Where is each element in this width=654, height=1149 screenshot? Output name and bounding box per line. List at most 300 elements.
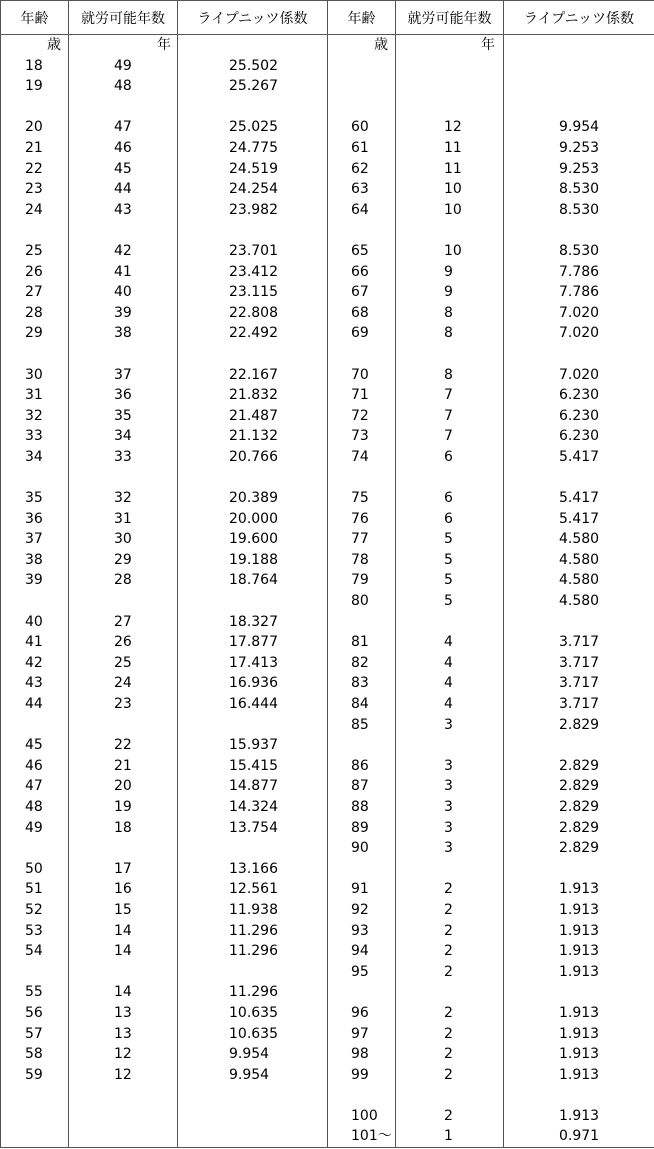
unit-years: 年 [69, 35, 178, 56]
unit-empty-2 [504, 35, 654, 56]
cell-working-years: 40 [69, 282, 178, 303]
cell-age: 47 [1, 776, 69, 797]
cell-age: 27 [1, 282, 69, 303]
header-row [1, 1, 654, 35]
cell-working-years [69, 1085, 178, 1106]
table-row [1, 797, 654, 818]
cell-age [1, 591, 69, 612]
cell-age [1, 220, 69, 241]
cell-leibniz-coefficient: 16.936 [178, 673, 328, 694]
cell-leibniz-coefficient-2: 9.954 [504, 117, 654, 138]
cell-leibniz-coefficient: 11.296 [178, 982, 328, 1003]
cell-working-years-2: 5 [396, 570, 504, 591]
cell-age-2: 88 [328, 797, 396, 818]
cell-age-2: 71 [328, 385, 396, 406]
cell-working-years-2: 5 [396, 550, 504, 571]
cell-leibniz-coefficient: 12.561 [178, 879, 328, 900]
cell-age-2: 98 [328, 1044, 396, 1065]
cell-leibniz-coefficient-2: 7.020 [504, 323, 654, 344]
header-age: 年齢 [1, 1, 69, 35]
cell-age [1, 838, 69, 859]
cell-age: 19 [1, 76, 69, 97]
cell-age-2: 60 [328, 117, 396, 138]
cell-working-years-2: 2 [396, 1003, 504, 1024]
cell-age-2: 78 [328, 550, 396, 571]
cell-leibniz-coefficient-2: 3.717 [504, 653, 654, 674]
cell-working-years-2: 2 [396, 941, 504, 962]
cell-age [1, 97, 69, 118]
unit-row [1, 35, 654, 56]
cell-leibniz-coefficient: 23.115 [178, 282, 328, 303]
table-row [1, 56, 654, 77]
cell-working-years-2: 2 [396, 1106, 504, 1127]
cell-leibniz-coefficient: 19.188 [178, 550, 328, 571]
table-row [1, 97, 654, 118]
cell-age-2: 96 [328, 1003, 396, 1024]
cell-working-years-2 [396, 735, 504, 756]
cell-working-years: 33 [69, 447, 178, 468]
cell-leibniz-coefficient: 23.982 [178, 200, 328, 221]
cell-working-years: 45 [69, 159, 178, 180]
cell-leibniz-coefficient-2: 1.913 [504, 962, 654, 983]
cell-leibniz-coefficient-2: 8.530 [504, 241, 654, 262]
cell-age-2: 92 [328, 900, 396, 921]
cell-age [1, 715, 69, 736]
cell-leibniz-coefficient-2 [504, 467, 654, 488]
cell-leibniz-coefficient-2: 4.580 [504, 550, 654, 571]
cell-age: 39 [1, 570, 69, 591]
cell-leibniz-coefficient-2 [504, 220, 654, 241]
cell-working-years: 24 [69, 673, 178, 694]
cell-working-years-2: 6 [396, 447, 504, 468]
cell-leibniz-coefficient: 10.635 [178, 1003, 328, 1024]
cell-age: 34 [1, 447, 69, 468]
cell-leibniz-coefficient: 21.832 [178, 385, 328, 406]
cell-age: 44 [1, 694, 69, 715]
cell-working-years-2: 8 [396, 303, 504, 324]
cell-age-2 [328, 56, 396, 77]
cell-leibniz-coefficient-2 [504, 344, 654, 365]
cell-working-years: 23 [69, 694, 178, 715]
table-row [1, 838, 654, 859]
table-row [1, 529, 654, 550]
cell-leibniz-coefficient-2: 6.230 [504, 406, 654, 427]
cell-working-years-2: 4 [396, 632, 504, 653]
cell-age-2 [328, 97, 396, 118]
cell-working-years: 17 [69, 859, 178, 880]
cell-age-2: 94 [328, 941, 396, 962]
cell-leibniz-coefficient-2: 9.253 [504, 159, 654, 180]
cell-working-years: 44 [69, 179, 178, 200]
unit-years-2: 年 [396, 35, 504, 56]
cell-age-2: 99 [328, 1065, 396, 1086]
cell-age: 55 [1, 982, 69, 1003]
cell-leibniz-coefficient: 14.877 [178, 776, 328, 797]
cell-leibniz-coefficient-2 [504, 76, 654, 97]
cell-working-years-2 [396, 344, 504, 365]
cell-working-years: 14 [69, 982, 178, 1003]
cell-age: 43 [1, 673, 69, 694]
cell-working-years-2: 3 [396, 838, 504, 859]
cell-age-2 [328, 467, 396, 488]
cell-age: 48 [1, 797, 69, 818]
cell-working-years: 39 [69, 303, 178, 324]
cell-working-years-2: 2 [396, 921, 504, 942]
cell-leibniz-coefficient-2: 4.580 [504, 591, 654, 612]
cell-working-years: 13 [69, 1024, 178, 1045]
table-row [1, 1085, 654, 1106]
cell-age: 45 [1, 735, 69, 756]
cell-working-years-2: 2 [396, 1024, 504, 1045]
cell-working-years [69, 97, 178, 118]
cell-leibniz-coefficient: 11.296 [178, 921, 328, 942]
cell-age: 26 [1, 262, 69, 283]
cell-age: 18 [1, 56, 69, 77]
cell-leibniz-coefficient-2: 7.786 [504, 282, 654, 303]
cell-working-years: 14 [69, 921, 178, 942]
cell-working-years: 26 [69, 632, 178, 653]
cell-age-2 [328, 612, 396, 633]
cell-working-years-2: 11 [396, 138, 504, 159]
table-row [1, 159, 654, 180]
cell-working-years: 42 [69, 241, 178, 262]
cell-working-years: 41 [69, 262, 178, 283]
cell-leibniz-coefficient [178, 1106, 328, 1127]
cell-leibniz-coefficient-2 [504, 735, 654, 756]
cell-age: 22 [1, 159, 69, 180]
table-row [1, 1024, 654, 1045]
cell-age-2 [328, 1085, 396, 1106]
cell-leibniz-coefficient-2: 2.829 [504, 756, 654, 777]
cell-leibniz-coefficient [178, 838, 328, 859]
table-row [1, 818, 654, 839]
cell-leibniz-coefficient-2: 4.580 [504, 529, 654, 550]
cell-leibniz-coefficient-2 [504, 56, 654, 77]
cell-leibniz-coefficient-2: 2.829 [504, 776, 654, 797]
cell-age: 38 [1, 550, 69, 571]
cell-age-2: 80 [328, 591, 396, 612]
cell-working-years-2 [396, 97, 504, 118]
cell-age-2: 97 [328, 1024, 396, 1045]
table-row [1, 612, 654, 633]
cell-leibniz-coefficient-2: 1.913 [504, 941, 654, 962]
table-row [1, 756, 654, 777]
cell-leibniz-coefficient-2: 8.530 [504, 200, 654, 221]
unit-empty [178, 35, 328, 56]
cell-leibniz-coefficient-2: 8.530 [504, 179, 654, 200]
table-row [1, 282, 654, 303]
cell-leibniz-coefficient: 17.413 [178, 653, 328, 674]
cell-age-2 [328, 220, 396, 241]
cell-leibniz-coefficient: 14.324 [178, 797, 328, 818]
cell-age-2: 87 [328, 776, 396, 797]
cell-working-years [69, 962, 178, 983]
table-row [1, 715, 654, 736]
cell-age-2: 101～ [328, 1126, 396, 1147]
cell-working-years [69, 1126, 178, 1147]
cell-leibniz-coefficient-2 [504, 859, 654, 880]
cell-age-2: 79 [328, 570, 396, 591]
cell-age-2: 95 [328, 962, 396, 983]
cell-leibniz-coefficient: 11.938 [178, 900, 328, 921]
cell-working-years-2: 8 [396, 365, 504, 386]
cell-age: 42 [1, 653, 69, 674]
table-row [1, 1065, 654, 1086]
table-row [1, 694, 654, 715]
cell-age: 51 [1, 879, 69, 900]
table-row [1, 426, 654, 447]
cell-leibniz-coefficient-2: 1.913 [504, 900, 654, 921]
cell-age-2: 74 [328, 447, 396, 468]
cell-leibniz-coefficient: 13.166 [178, 859, 328, 880]
cell-age-2: 70 [328, 365, 396, 386]
cell-working-years [69, 344, 178, 365]
table-row [1, 117, 654, 138]
cell-leibniz-coefficient-2 [504, 97, 654, 118]
table-row [1, 467, 654, 488]
cell-leibniz-coefficient-2: 1.913 [504, 1003, 654, 1024]
cell-working-years: 19 [69, 797, 178, 818]
cell-working-years: 22 [69, 735, 178, 756]
cell-working-years-2 [396, 612, 504, 633]
cell-age: 20 [1, 117, 69, 138]
cell-age-2: 64 [328, 200, 396, 221]
cell-leibniz-coefficient-2: 4.580 [504, 570, 654, 591]
header-working-years-2: 就労可能年数 [396, 1, 504, 35]
cell-leibniz-coefficient-2: 6.230 [504, 426, 654, 447]
cell-age: 40 [1, 612, 69, 633]
cell-leibniz-coefficient [178, 1126, 328, 1147]
cell-age [1, 344, 69, 365]
table-row [1, 1003, 654, 1024]
cell-age: 46 [1, 756, 69, 777]
table-row [1, 962, 654, 983]
cell-leibniz-coefficient [178, 715, 328, 736]
cell-leibniz-coefficient-2 [504, 1085, 654, 1106]
cell-age-2: 73 [328, 426, 396, 447]
cell-age: 57 [1, 1024, 69, 1045]
cell-leibniz-coefficient: 15.415 [178, 756, 328, 777]
cell-working-years-2 [396, 1085, 504, 1106]
table-row [1, 591, 654, 612]
table-row [1, 1044, 654, 1065]
cell-working-years-2 [396, 220, 504, 241]
cell-age: 54 [1, 941, 69, 962]
cell-working-years-2: 9 [396, 262, 504, 283]
table-row [1, 550, 654, 571]
cell-age: 30 [1, 365, 69, 386]
cell-age: 32 [1, 406, 69, 427]
cell-leibniz-coefficient: 24.254 [178, 179, 328, 200]
cell-age: 58 [1, 1044, 69, 1065]
table-row [1, 447, 654, 468]
cell-working-years-2 [396, 56, 504, 77]
table-row [1, 303, 654, 324]
cell-working-years-2: 2 [396, 962, 504, 983]
cell-leibniz-coefficient: 20.000 [178, 509, 328, 530]
table-row [1, 200, 654, 221]
cell-leibniz-coefficient-2: 7.020 [504, 303, 654, 324]
cell-leibniz-coefficient: 19.600 [178, 529, 328, 550]
cell-leibniz-coefficient-2: 1.913 [504, 1106, 654, 1127]
cell-working-years: 47 [69, 117, 178, 138]
cell-working-years-2: 3 [396, 818, 504, 839]
cell-leibniz-coefficient-2: 2.829 [504, 797, 654, 818]
cell-leibniz-coefficient-2 [504, 982, 654, 1003]
table-row [1, 673, 654, 694]
cell-leibniz-coefficient: 23.412 [178, 262, 328, 283]
cell-age-2: 89 [328, 818, 396, 839]
cell-age-2: 76 [328, 509, 396, 530]
cell-leibniz-coefficient [178, 962, 328, 983]
cell-working-years: 29 [69, 550, 178, 571]
cell-age-2: 72 [328, 406, 396, 427]
cell-leibniz-coefficient: 25.025 [178, 117, 328, 138]
cell-working-years: 36 [69, 385, 178, 406]
cell-leibniz-coefficient-2: 6.230 [504, 385, 654, 406]
cell-age: 37 [1, 529, 69, 550]
cell-leibniz-coefficient: 22.492 [178, 323, 328, 344]
cell-leibniz-coefficient [178, 1085, 328, 1106]
cell-working-years: 48 [69, 76, 178, 97]
cell-working-years: 12 [69, 1044, 178, 1065]
cell-working-years: 14 [69, 941, 178, 962]
cell-leibniz-coefficient-2: 0.971 [504, 1126, 654, 1147]
cell-age-2: 100 [328, 1106, 396, 1127]
table-row [1, 900, 654, 921]
cell-leibniz-coefficient-2: 2.829 [504, 838, 654, 859]
table-row [1, 76, 654, 97]
cell-working-years-2: 8 [396, 323, 504, 344]
cell-leibniz-coefficient: 21.487 [178, 406, 328, 427]
cell-leibniz-coefficient: 18.327 [178, 612, 328, 633]
cell-age-2 [328, 859, 396, 880]
cell-working-years-2: 9 [396, 282, 504, 303]
cell-leibniz-coefficient: 23.701 [178, 241, 328, 262]
cell-working-years-2 [396, 76, 504, 97]
cell-leibniz-coefficient-2: 7.786 [504, 262, 654, 283]
cell-working-years-2: 4 [396, 694, 504, 715]
header-leibniz-coefficient-2: ライプニッツ係数 [504, 1, 654, 35]
table-row [1, 879, 654, 900]
cell-leibniz-coefficient: 21.132 [178, 426, 328, 447]
cell-working-years-2: 7 [396, 426, 504, 447]
cell-leibniz-coefficient: 13.754 [178, 818, 328, 839]
cell-working-years [69, 838, 178, 859]
cell-working-years [69, 1106, 178, 1127]
table-row [1, 921, 654, 942]
cell-leibniz-coefficient-2: 1.913 [504, 1024, 654, 1045]
cell-leibniz-coefficient: 15.937 [178, 735, 328, 756]
cell-working-years-2: 3 [396, 797, 504, 818]
cell-leibniz-coefficient-2: 1.913 [504, 879, 654, 900]
cell-age-2 [328, 982, 396, 1003]
cell-working-years-2 [396, 982, 504, 1003]
table-row [1, 323, 654, 344]
cell-working-years: 32 [69, 488, 178, 509]
cell-age [1, 467, 69, 488]
table-row [1, 509, 654, 530]
cell-working-years: 16 [69, 879, 178, 900]
cell-working-years: 35 [69, 406, 178, 427]
cell-age: 36 [1, 509, 69, 530]
cell-working-years: 21 [69, 756, 178, 777]
cell-working-years: 46 [69, 138, 178, 159]
cell-leibniz-coefficient: 20.389 [178, 488, 328, 509]
cell-working-years-2: 10 [396, 200, 504, 221]
cell-age-2: 67 [328, 282, 396, 303]
cell-age-2: 75 [328, 488, 396, 509]
cell-age-2: 61 [328, 138, 396, 159]
cell-leibniz-coefficient-2: 3.717 [504, 632, 654, 653]
table-row [1, 859, 654, 880]
header-age-2: 年齢 [328, 1, 396, 35]
cell-leibniz-coefficient-2: 2.829 [504, 715, 654, 736]
table-row [1, 570, 654, 591]
cell-age-2: 82 [328, 653, 396, 674]
cell-leibniz-coefficient-2: 2.829 [504, 818, 654, 839]
cell-leibniz-coefficient-2: 3.717 [504, 673, 654, 694]
cell-leibniz-coefficient-2: 1.913 [504, 921, 654, 942]
cell-working-years: 12 [69, 1065, 178, 1086]
cell-age: 59 [1, 1065, 69, 1086]
cell-working-years-2: 10 [396, 179, 504, 200]
cell-working-years-2: 7 [396, 385, 504, 406]
cell-age-2: 69 [328, 323, 396, 344]
cell-age-2: 63 [328, 179, 396, 200]
table-row [1, 1106, 654, 1127]
cell-leibniz-coefficient: 11.296 [178, 941, 328, 962]
cell-age-2: 93 [328, 921, 396, 942]
cell-age-2: 90 [328, 838, 396, 859]
cell-working-years: 18 [69, 818, 178, 839]
cell-age-2: 66 [328, 262, 396, 283]
cell-age: 49 [1, 818, 69, 839]
cell-age: 56 [1, 1003, 69, 1024]
cell-age-2: 86 [328, 756, 396, 777]
table-row [1, 735, 654, 756]
cell-age-2: 62 [328, 159, 396, 180]
cell-working-years: 38 [69, 323, 178, 344]
cell-age [1, 1126, 69, 1147]
cell-age: 28 [1, 303, 69, 324]
cell-leibniz-coefficient: 18.764 [178, 570, 328, 591]
cell-working-years: 13 [69, 1003, 178, 1024]
cell-age: 52 [1, 900, 69, 921]
table-row [1, 179, 654, 200]
cell-age [1, 1106, 69, 1127]
cell-working-years-2 [396, 467, 504, 488]
table-row [1, 385, 654, 406]
cell-leibniz-coefficient: 22.167 [178, 365, 328, 386]
cell-leibniz-coefficient: 24.519 [178, 159, 328, 180]
table-row [1, 138, 654, 159]
cell-age: 31 [1, 385, 69, 406]
cell-working-years: 49 [69, 56, 178, 77]
cell-working-years-2: 2 [396, 900, 504, 921]
cell-leibniz-coefficient-2: 1.913 [504, 1065, 654, 1086]
cell-age: 21 [1, 138, 69, 159]
cell-working-years-2: 1 [396, 1126, 504, 1147]
cell-working-years: 30 [69, 529, 178, 550]
cell-working-years-2: 2 [396, 1065, 504, 1086]
cell-age: 53 [1, 921, 69, 942]
cell-age [1, 962, 69, 983]
cell-leibniz-coefficient [178, 591, 328, 612]
cell-working-years-2: 7 [396, 406, 504, 427]
cell-working-years [69, 591, 178, 612]
cell-working-years: 27 [69, 612, 178, 633]
